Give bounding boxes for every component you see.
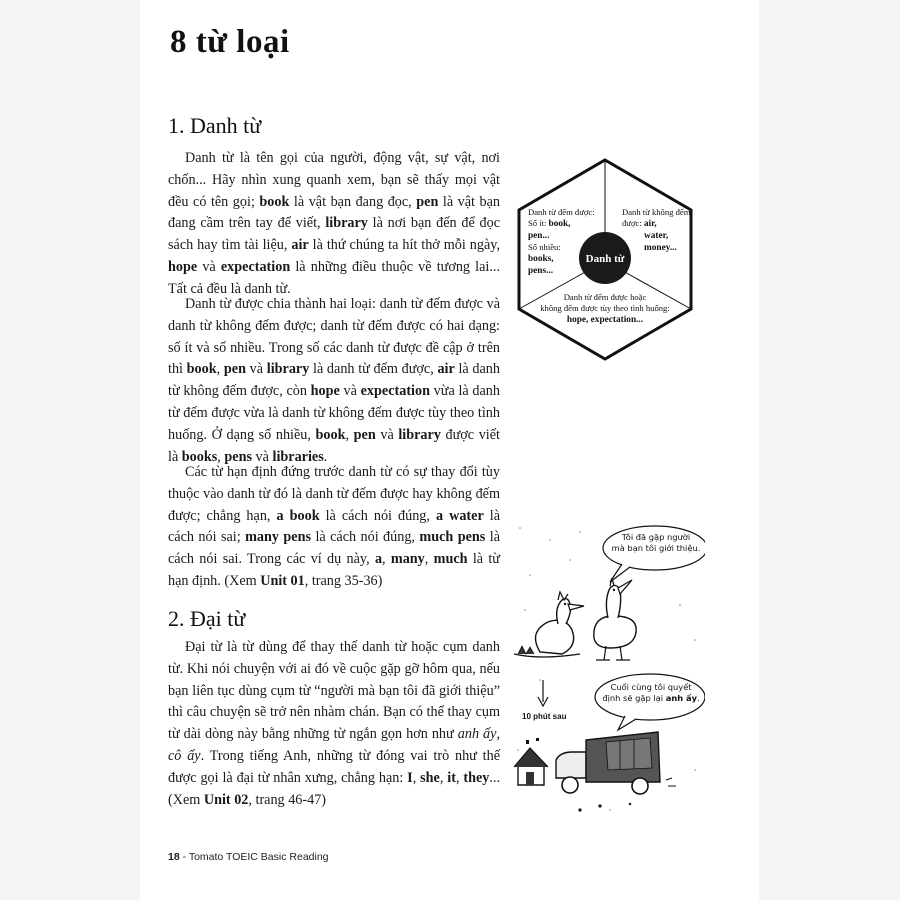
uncountable-label: Danh từ không đếm bbox=[622, 207, 691, 217]
bold-term: I bbox=[407, 769, 413, 786]
bold-term: library bbox=[266, 361, 310, 378]
page-title: 8 từ loại bbox=[170, 24, 290, 60]
bold-term: Unit 02 bbox=[203, 791, 249, 808]
singular-examples: book, bbox=[548, 219, 571, 229]
bold-term: books bbox=[181, 448, 218, 465]
bold-term: library bbox=[325, 215, 368, 232]
speech-bubble-1 bbox=[606, 532, 706, 554]
page-number: 18 bbox=[168, 851, 180, 863]
paragraph-noun-types: Danh từ được chia thành hai loại: danh từ đếm được và danh từ không đếm được; danh từ đếm được có hai dạng: số ít và số nhiều. Trong số các danh từ được đề cập ở trên thì book, pen và library là danh từ đếm được, air là danh từ không đếm được, còn hope và expectation vừa là danh từ đếm được vừa là danh từ không đếm được tùy theo tình huống. Ở dạng số nhiều, book, pen và library được viết là books, pens và libraries. bbox=[168, 296, 500, 465]
uncountable-label-2: được: bbox=[622, 218, 642, 228]
diagram-center-label: Danh từ bbox=[585, 253, 625, 265]
bold-term: a water bbox=[435, 507, 484, 524]
bubble2-bold: anh ấy bbox=[665, 693, 698, 703]
bold-term: a bbox=[374, 551, 383, 568]
left-margin bbox=[0, 0, 140, 900]
bold-term: pen bbox=[223, 361, 246, 378]
bold-term: air bbox=[437, 361, 455, 378]
bold-term: library bbox=[398, 426, 441, 443]
bubble2-line2: định sẽ gặp lại bbox=[602, 693, 666, 703]
both-examples: hope, expectation... bbox=[566, 315, 644, 325]
bold-term: pen bbox=[416, 193, 439, 210]
bold-term: air bbox=[291, 237, 309, 254]
time-caption: 10 phút sau bbox=[522, 712, 567, 721]
plural-examples-2: pens... bbox=[528, 266, 554, 276]
bold-term: much bbox=[433, 551, 468, 568]
italic-term: cô ấy bbox=[168, 747, 201, 764]
plural-examples: books, bbox=[528, 254, 554, 264]
noun-types-diagram bbox=[515, 157, 695, 362]
right-margin bbox=[759, 0, 900, 900]
bold-term: expectation bbox=[220, 258, 291, 275]
bold-term: book bbox=[186, 361, 217, 378]
bold-term: pen bbox=[353, 426, 376, 443]
speech-bubble-2 bbox=[596, 682, 706, 704]
bold-term: they bbox=[463, 769, 490, 786]
bold-term: book bbox=[315, 426, 346, 443]
bold-term: a book bbox=[276, 507, 320, 524]
both-segment bbox=[539, 292, 671, 326]
uncountable-examples-3: money... bbox=[644, 243, 677, 253]
bold-term: expectation bbox=[360, 383, 430, 400]
bold-term: pens bbox=[224, 448, 252, 465]
bubble2-line1: Cuối cùng tôi quyết bbox=[610, 682, 692, 692]
section-heading-noun: 1. Danh từ bbox=[168, 113, 262, 138]
section-heading-pronoun: 2. Đại từ bbox=[168, 606, 246, 631]
cartoon-illustration bbox=[510, 520, 705, 820]
uncountable-examples-2: water, bbox=[644, 231, 669, 241]
bold-term: it bbox=[447, 769, 456, 786]
bold-term: many pens bbox=[245, 529, 312, 546]
paragraph-pronoun-definition: Đại từ là từ dùng để thay thế danh từ hoặc cụm danh từ. Khi nói chuyện với ai đó về cuộc gặp gỡ hôm qua, nếu bạn liên tục dùng cụm từ “người mà bạn tôi đã giới thiệu” thì câu chuyện sẽ trở nên nhàm chán. Bạn có thể thay cụm từ dài dòng này bằng những từ ngắn gọn hơn như anh ấy, cô ấy. Trong tiếng Anh, những từ đóng vai trò như thế được gọi là đại từ nhân xưng, chẳng hạn: I, she, it, they... (Xem Unit 02, trang 46-47) bbox=[168, 639, 501, 808]
singular-label: Số ít: bbox=[528, 218, 547, 228]
singular-examples-2: pen... bbox=[528, 231, 550, 241]
both-label: Danh từ đếm được hoặc bbox=[563, 292, 647, 302]
bold-term: she bbox=[420, 769, 440, 786]
bubble1-line2: mà bạn tôi giới thiệu. bbox=[611, 543, 701, 553]
paragraph-noun-definition: Danh từ là tên gọi của người, động vật, sự vật, nơi chốn... Hãy nhìn xung quanh xem, bạn sẽ thấy mọi vật đều có tên gọi; book là vật bạn đang đọc, pen là vật bạn đang cầm trên tay để viết, library là nơi bạn đến để đọc sách hay tìm tài liệu, air là thứ chúng ta hít thở mỗi ngày, hope và expectation là những điều thuộc về tương lai... Tất cả đều là danh từ. bbox=[168, 150, 501, 297]
bubble2-end: . bbox=[697, 693, 700, 703]
countable-segment bbox=[528, 207, 606, 277]
bold-term: Unit 01 bbox=[260, 572, 305, 589]
countable-label: Danh từ đếm được: bbox=[528, 207, 595, 217]
bubble1-line1: Tôi đã gặp người bbox=[621, 532, 691, 542]
bold-term: hope bbox=[310, 383, 340, 400]
plural-label: Số nhiều: bbox=[528, 242, 561, 252]
uncountable-segment bbox=[622, 207, 694, 254]
both-label-2: không đếm được tùy theo tình huống: bbox=[540, 303, 670, 313]
page-footer bbox=[168, 851, 329, 863]
bold-term: book bbox=[259, 193, 290, 210]
uncountable-examples: air, bbox=[643, 219, 657, 229]
bold-term: hope bbox=[168, 258, 198, 275]
bold-term: much pens bbox=[419, 529, 486, 546]
paragraph-determiners: Các từ hạn định đứng trước danh từ có sự thay đổi tùy thuộc vào danh từ đó là danh từ đếm được hay không đếm được; chẳng hạn, a book là cách nói đúng, a water là cách nói sai; many pens là cách nói đúng, much pens là cách nói sai. Trong các ví dụ này, a, many, much là từ hạn định. (Xem Unit 01, trang 35-36) bbox=[168, 464, 501, 589]
italic-term: anh ấy bbox=[457, 726, 497, 743]
footer-text: - Tomato TOEIC Basic Reading bbox=[179, 851, 329, 863]
pronoun-cartoon bbox=[510, 520, 705, 820]
book-page bbox=[140, 0, 759, 900]
bold-term: libraries bbox=[272, 448, 324, 465]
bold-term: many bbox=[390, 551, 425, 568]
